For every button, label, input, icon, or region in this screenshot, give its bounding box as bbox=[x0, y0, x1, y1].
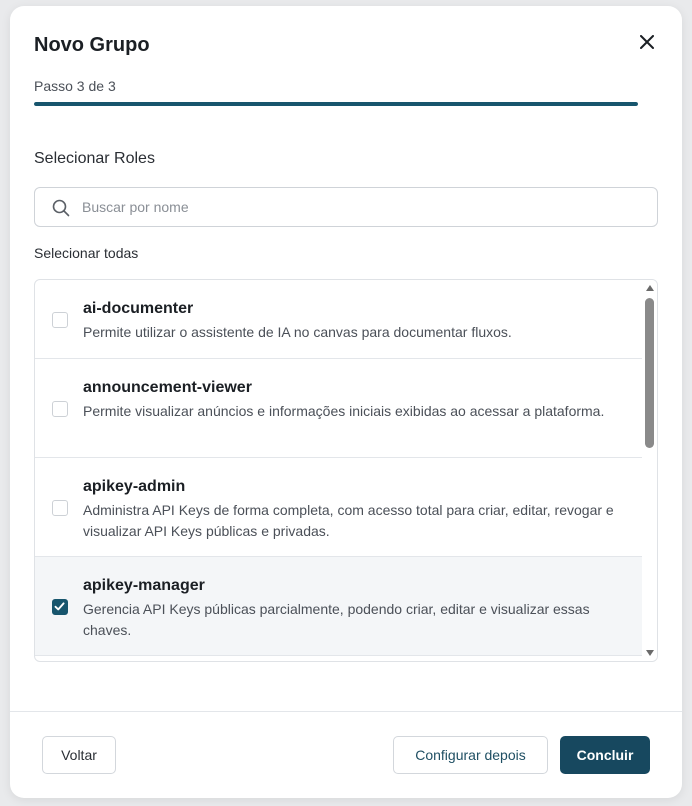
role-item-apikey-admin[interactable] bbox=[35, 458, 642, 557]
role-name: ai-documenter bbox=[83, 300, 194, 317]
new-group-modal bbox=[10, 6, 682, 798]
close-icon bbox=[640, 35, 654, 49]
role-name: apikey-manager bbox=[83, 577, 205, 594]
list-scrollbar[interactable] bbox=[642, 280, 658, 661]
configure-later-button[interactable]: Configurar depois bbox=[393, 736, 548, 774]
search-icon bbox=[52, 199, 70, 217]
role-description: Administra API Keys de forma completa, com acesso total para criar, editar, revogar e visualizar API Keys públicas e privadas. bbox=[83, 502, 614, 539]
scroll-thumb[interactable] bbox=[645, 298, 654, 448]
role-name: announcement-viewer bbox=[83, 379, 252, 396]
search-field bbox=[34, 187, 658, 227]
footer-divider bbox=[10, 711, 682, 712]
close-button[interactable] bbox=[636, 31, 658, 53]
scroll-up-arrow-icon[interactable] bbox=[646, 285, 654, 291]
select-all-link[interactable]: Selecionar todas bbox=[34, 245, 139, 261]
back-button[interactable]: Voltar bbox=[42, 736, 116, 774]
role-item-ai-documenter[interactable] bbox=[35, 280, 642, 359]
progress-fill bbox=[34, 102, 638, 106]
role-description: Permite visualizar anúncios e informações iniciais exibidas ao acessar a plataforma. bbox=[83, 403, 605, 419]
check-icon bbox=[54, 601, 65, 612]
role-item-apikey-manager[interactable] bbox=[35, 557, 642, 656]
role-checkbox[interactable] bbox=[52, 401, 68, 417]
role-name: apikey-admin bbox=[83, 478, 186, 495]
role-checkbox[interactable] bbox=[52, 500, 68, 516]
role-checkbox[interactable] bbox=[52, 599, 68, 615]
progress-bar bbox=[34, 102, 638, 106]
role-description: Permite utilizar o assistente de IA no canvas para documentar fluxos. bbox=[83, 324, 512, 340]
finish-button[interactable]: Concluir bbox=[560, 736, 650, 774]
section-label: Selecionar Roles bbox=[34, 150, 155, 167]
search-input[interactable] bbox=[82, 196, 642, 218]
step-indicator: Passo 3 de 3 bbox=[34, 78, 116, 94]
roles-list bbox=[34, 279, 658, 662]
scroll-down-arrow-icon[interactable] bbox=[646, 650, 654, 656]
modal-title: Novo Grupo bbox=[34, 34, 150, 56]
role-item-announcement-viewer[interactable] bbox=[35, 359, 642, 458]
role-checkbox[interactable] bbox=[52, 312, 68, 328]
role-description: Gerencia API Keys públicas parcialmente, podendo criar, editar e visualizar essas chaves. bbox=[83, 601, 590, 638]
